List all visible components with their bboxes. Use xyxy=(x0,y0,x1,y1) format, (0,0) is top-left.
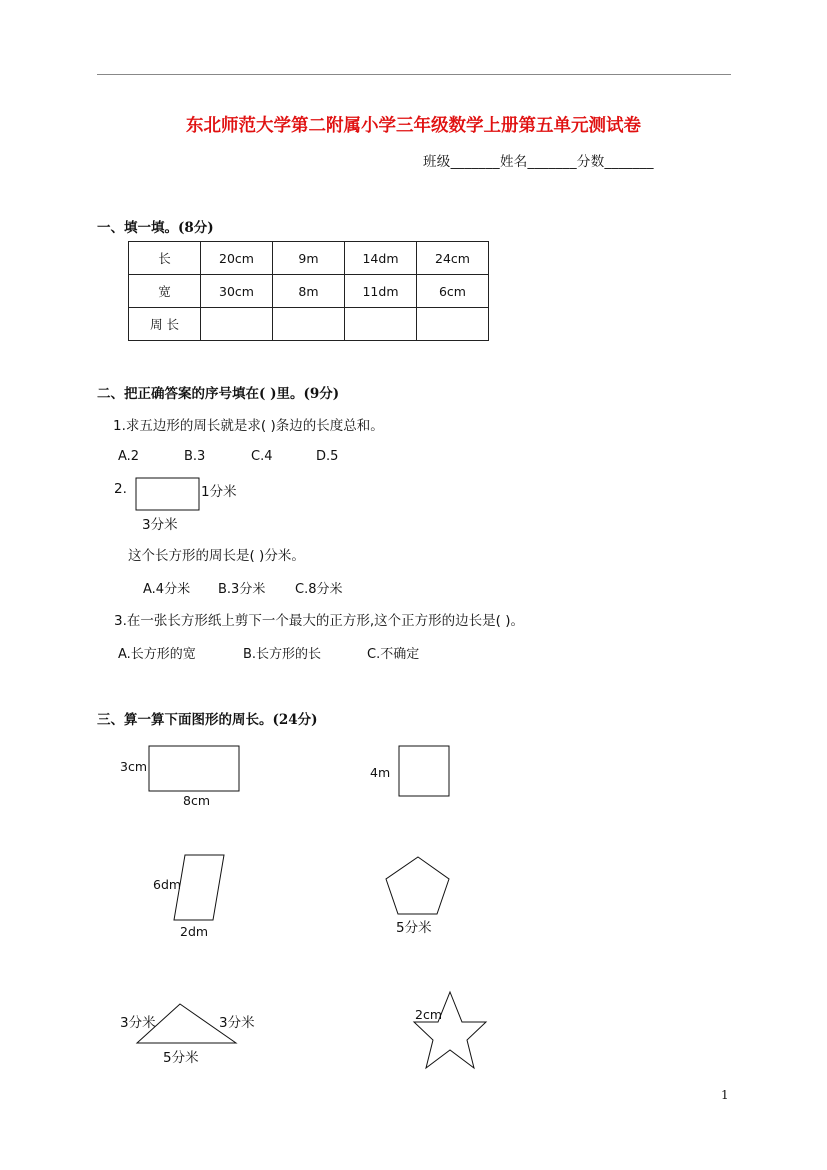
question-3: 3.在一张长方形纸上剪下一个最大的正方形,这个正方形的边长是( )。 xyxy=(114,613,524,629)
parallelogram-figure xyxy=(174,855,224,920)
question-2: 这个长方形的周长是( )分米。 xyxy=(128,548,305,564)
triangle-bottom-label: 5分米 xyxy=(163,1050,199,1066)
table-cell: 6cm xyxy=(417,275,489,308)
parallelogram-side-label: 6dm xyxy=(153,877,182,892)
option-a: A.长方形的宽 xyxy=(118,647,196,662)
rect-side-label: 3cm xyxy=(120,759,148,774)
triangle-figure xyxy=(137,1004,236,1043)
option-c: C.8分米 xyxy=(295,582,343,597)
section1-heading: 一、填一填。(8分) xyxy=(97,220,214,236)
rect-bottom-label: 8cm xyxy=(183,793,211,808)
star-side-label: 2cm xyxy=(415,1007,443,1022)
table-cell: 8m xyxy=(273,275,345,308)
q2-bottom-label: 3分米 xyxy=(142,517,178,533)
pentagon-figure xyxy=(386,857,449,914)
square-side-label: 4m xyxy=(370,765,391,780)
table-cell: 20cm xyxy=(201,242,273,275)
table-cell: 24cm xyxy=(417,242,489,275)
student-info-line: 班级_______姓名_______分数_______ xyxy=(423,154,654,170)
star-figure xyxy=(414,992,486,1068)
table-cell: 14dm xyxy=(345,242,417,275)
page-number: 1 xyxy=(721,1088,729,1102)
option-c: C.不确定 xyxy=(367,647,420,662)
table-cell: 30cm xyxy=(201,275,273,308)
page-title: 东北师范大学第二附属小学三年级数学上册第五单元测试卷 xyxy=(186,116,641,136)
q2-rectangle xyxy=(136,478,199,510)
option-b: B.3 xyxy=(184,449,206,464)
square-figure xyxy=(399,746,449,796)
row-header: 长 xyxy=(129,242,201,275)
triangle-right-label: 3分米 xyxy=(219,1015,255,1031)
row-header: 周 长 xyxy=(129,308,201,341)
option-d: D.5 xyxy=(316,449,339,464)
question-2-number: 2. xyxy=(114,481,127,497)
option-a: A.2 xyxy=(118,449,140,464)
pentagon-bottom-label: 5分米 xyxy=(396,920,432,936)
triangle-left-label: 3分米 xyxy=(120,1015,156,1031)
table-cell: 9m xyxy=(273,242,345,275)
option-b: B.长方形的长 xyxy=(243,647,322,662)
option-a: A.4分米 xyxy=(143,582,191,597)
section3-heading: 三、算一算下面图形的周长。(24分) xyxy=(97,712,318,728)
parallelogram-bottom-label: 2dm xyxy=(180,924,209,939)
option-b: B.3分米 xyxy=(218,582,266,597)
section2-heading: 二、把正确答案的序号填在( )里。(9分) xyxy=(97,386,340,402)
q2-side-label: 1分米 xyxy=(201,484,237,500)
rectangle-figure xyxy=(149,746,239,791)
option-c: C.4 xyxy=(251,449,273,464)
question-1: 1.求五边形的周长就是求( )条边的长度总和。 xyxy=(113,418,384,434)
row-header: 宽 xyxy=(129,275,201,308)
table-cell: 11dm xyxy=(345,275,417,308)
